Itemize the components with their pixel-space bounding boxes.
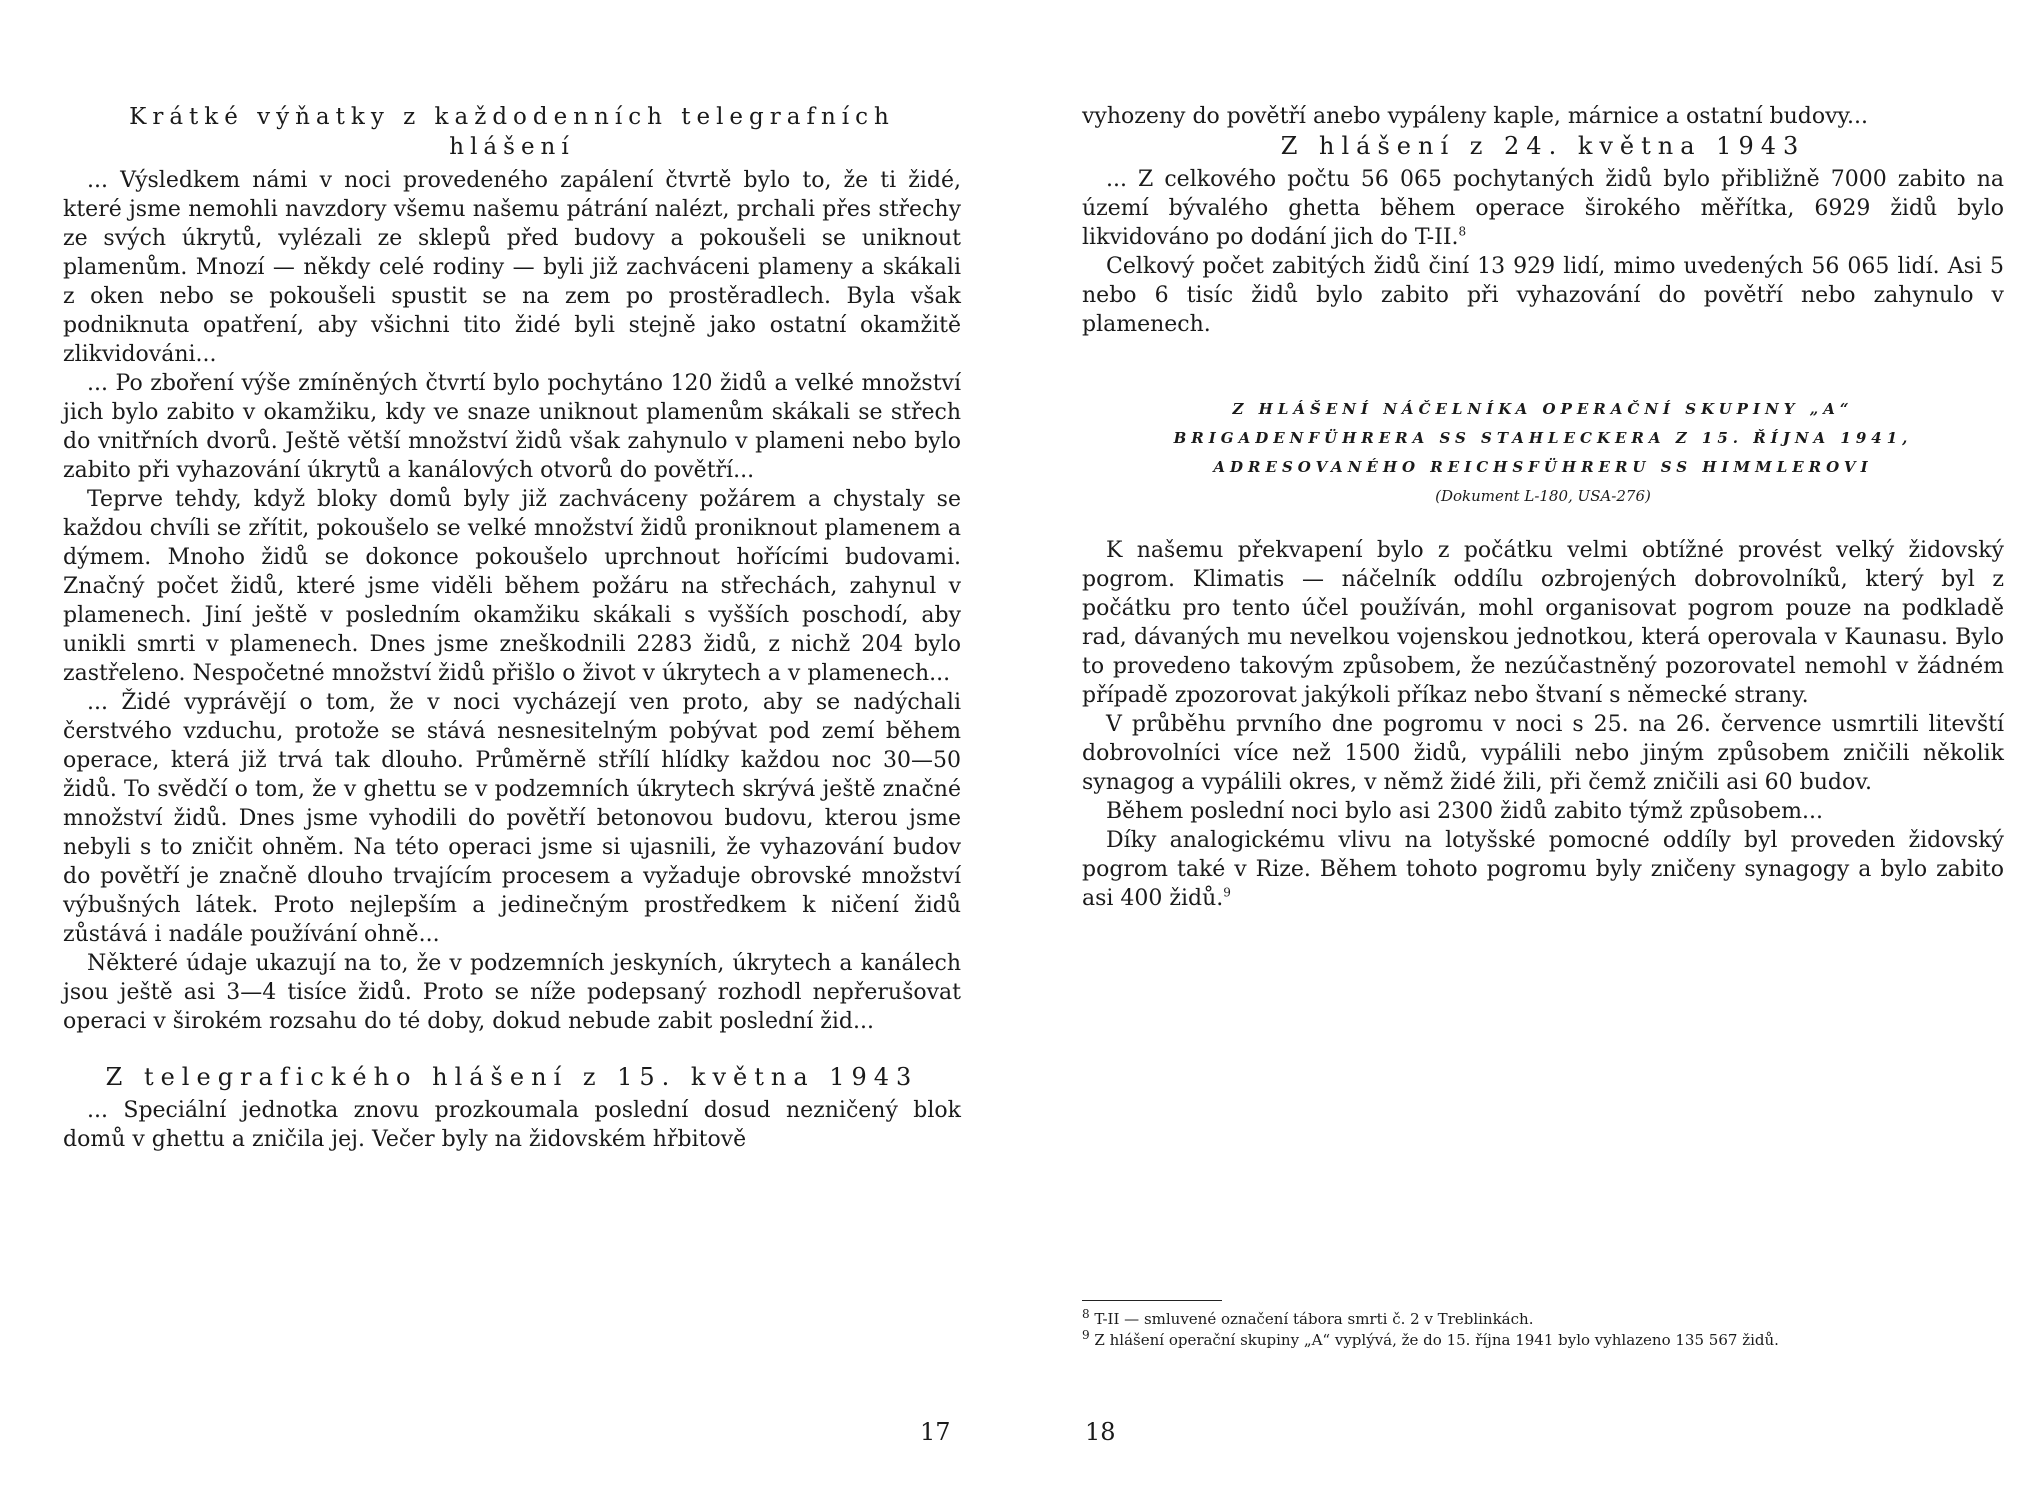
paragraph-3: Teprve tehdy, když bloky domů byly již zachváceny požárem a chystaly se každou chvíli se zřítit, pokoušelo se velké množství židů proniknout plamenem a dýmem. Mnoho židů se dokonce pokoušelo uprchnout hořícími budovami. Značný počet židů, které jsme viděli během požáru na střechách, zahynul v plamenech. Jiní ještě v posledním okamžiku skákali s vyšších poschodí, aby unikli smrti v plamenech. Dnes jsme zneškodnili 2283 židů, z nichž 204 bylo zastřeleno. Nespočetné množství židů přišlo o život v úkrytech a v plamenech... bbox=[63, 487, 961, 686]
paragraph-6: ... Speciální jednotka znovu prozkoumala poslední dosud nezničený blok domů v ghettu a zničila jej. Večer byly na židovském hřbitově bbox=[63, 1098, 961, 1152]
continuation-paragraph: vyhozeny do povětří anebo vypáleny kaple, márnice a ostatní budovy... bbox=[1082, 104, 1869, 129]
footnote-ref-8: 8 bbox=[1458, 224, 1467, 239]
spacer bbox=[63, 1036, 961, 1062]
footnote-ref-9: 9 bbox=[1223, 885, 1231, 900]
left-text-column bbox=[63, 102, 961, 1154]
footnote-8 bbox=[1082, 1309, 2004, 1330]
section-heading-daily-reports: Krátké výňatky z každodenních telegrafních hlášení bbox=[129, 104, 895, 160]
document-caption-line-2: BRIGADENFÜHRERA SS STAHLECKERA Z 15. ŘÍJNA 1941, bbox=[1173, 429, 1913, 447]
paragraph-5: Některé údaje ukazují na to, že v podzemních jeskyních, úkrytech a kanálech jsou ještě asi 3—4 tisíce židů. Proto se níže podepsaný rozhodl nepřerušovat operaci v širokém rozsahu do té doby, dokud nebude zabit poslední žid... bbox=[63, 951, 961, 1034]
paragraph-text: Díky analogickému vlivu na lotyšské pomocné oddíly byl proveden židovský pogrom také v Rize. Během tohoto pogromu byly zničeny synagogy a bylo zabito asi 400 židů. bbox=[1082, 828, 2004, 911]
paragraph-report-1: K našemu překvapení bylo z počátku velmi obtížné provést velký židovský pogrom. Klimatis — náčelník oddílu ozbrojených dobrovolníků, který byl z počátku pro tento účel používán, mohl organisovat pogrom pouze na podkladě rad, dávaných mu nevelkou vojenskou jednotkou, která operovala v Kaunasu. Bylo to provedeno takovým způsobem, že nezúčastněný pozorovatel nemohl v žádném případě zpozorovat jakýkoli příkaz nebo štvaní s německé strany. bbox=[1082, 538, 2004, 708]
footnote-mark: 8 bbox=[1082, 1307, 1090, 1321]
footnote-text: Z hlášení operační skupiny „A“ vyplývá, že do 15. října 1941 bylo vyhlazeno 135 567 židů. bbox=[1094, 1331, 1779, 1349]
document-reference: (Dokument L-180, USA-276) bbox=[1435, 487, 1651, 505]
footnotes bbox=[1082, 1300, 2004, 1351]
paragraph-2: ... Po zboření výše zmíněných čtvrtí bylo pochytáno 120 židů a velké množství jich bylo zabito v okamžiku, kdy ve snaze uniknout plamenům skákali se střech do vnitřních dvorů. Ještě větší množství židů však zahynulo v plameni nebo bylo zabito při vyhazování úkrytů a kanálových otvorů do povětří... bbox=[63, 371, 961, 483]
page-number-right: 18 bbox=[1085, 1418, 1116, 1446]
footnote-text: T-II — smluvené označení tábora smrti č. 2 v Treblinkách. bbox=[1094, 1310, 1534, 1328]
document-caption-line-1: Z HLÁŠENÍ NÁČELNÍKA OPERAČNÍ SKUPINY „A“ bbox=[1232, 400, 1854, 418]
paragraph-report-2: V průběhu prvního dne pogromu v noci s 25. na 26. července usmrtili litevští dobrovolníci více než 1500 židů, vypálili nebo jiným způsobem zničili několik synagog a vypálili okres, v němž židé žili, při čemž zničili asi 60 budov. bbox=[1082, 712, 2004, 795]
section-heading-may-24: Z hlášení z 24. května 1943 bbox=[1280, 132, 1806, 160]
section-heading-may-15: Z telegrafického hlášení z 15. května 1943 bbox=[105, 1063, 919, 1091]
spacer bbox=[1082, 510, 2004, 536]
right-text-column bbox=[1082, 102, 2004, 913]
paragraph-report-3: Během poslední noci bylo asi 2300 židů zabito týmž způsobem... bbox=[1106, 799, 1823, 824]
page-right bbox=[1015, 0, 2030, 1500]
paragraph-may24-2: Celkový počet zabitých židů činí 13 929 lidí, mimo uvedených 56 065 lidí. Asi 5 nebo 6 tisíc židů bylo zabito při vyhazování do povětří nebo zahynulo v plamenech. bbox=[1082, 254, 2004, 337]
footnote-mark: 9 bbox=[1082, 1328, 1090, 1342]
spacer bbox=[1082, 339, 2004, 395]
paragraph-report-4 bbox=[1082, 826, 2004, 913]
paragraph-4: ... Židé vyprávějí o tom, že v noci vycházejí ven proto, aby se nadýchali čerstvého vzduchu, protože se stává nesnesitelným pobývat pod zemí během operace, která již trvá tak dlouho. Průměrně střílí hlídky každou noc 30—50 židů. To svědčí o tom, že v ghettu se v podzemních úkrytech skrývá ještě značné množství židů. Dnes jsme vyhodili do povětří betonovou budovu, kterou jsme nebyli s to zničit ohněm. Na této operaci jsme si ujasnili, že vyhazování budov do povětří je značně dlouho trvajícím procesem a vyžaduje obrovské množství výbušných látek. Proto nejlepším a jedinečným prostředkem k ničení židů zůstává i nadále používání ohně... bbox=[63, 690, 961, 947]
footnote-rule bbox=[1082, 1300, 1222, 1301]
page-number-left: 17 bbox=[920, 1418, 951, 1446]
paragraph-may24-1 bbox=[1082, 165, 2004, 252]
document-caption-line-3: ADRESOVANÉHO REICHSFÜHRERU SS HIMMLEROVI bbox=[1213, 458, 1873, 476]
paragraph-text: ... Z celkového počtu 56 065 pochytaných židů bylo přibližně 7000 zabito na území bývalého ghetta během operace širokého měřítka, 6929 židů bylo likvidováno po dodání jich do T-II. bbox=[1082, 167, 2004, 250]
footnote-9 bbox=[1082, 1330, 2004, 1351]
paragraph-1: ... Výsledkem námi v noci provedeného zapálení čtvrtě bylo to, že ti židé, které jsme nemohli navzdory všemu našemu pátrání nalézt, prchali přes střechy ze svých úkrytů, vylézali ze sklepů před budovy a pokoušeli se uniknout plamenům. Mnozí — někdy celé rodiny — byli již zachváceni plameny a skákali z oken nebo se pokoušeli spustit se na zem po prostěradlech. Byla však podniknuta opatření, aby všichni tito židé byli stejně jako ostatní okamžitě zlikvidováni... bbox=[63, 168, 961, 367]
